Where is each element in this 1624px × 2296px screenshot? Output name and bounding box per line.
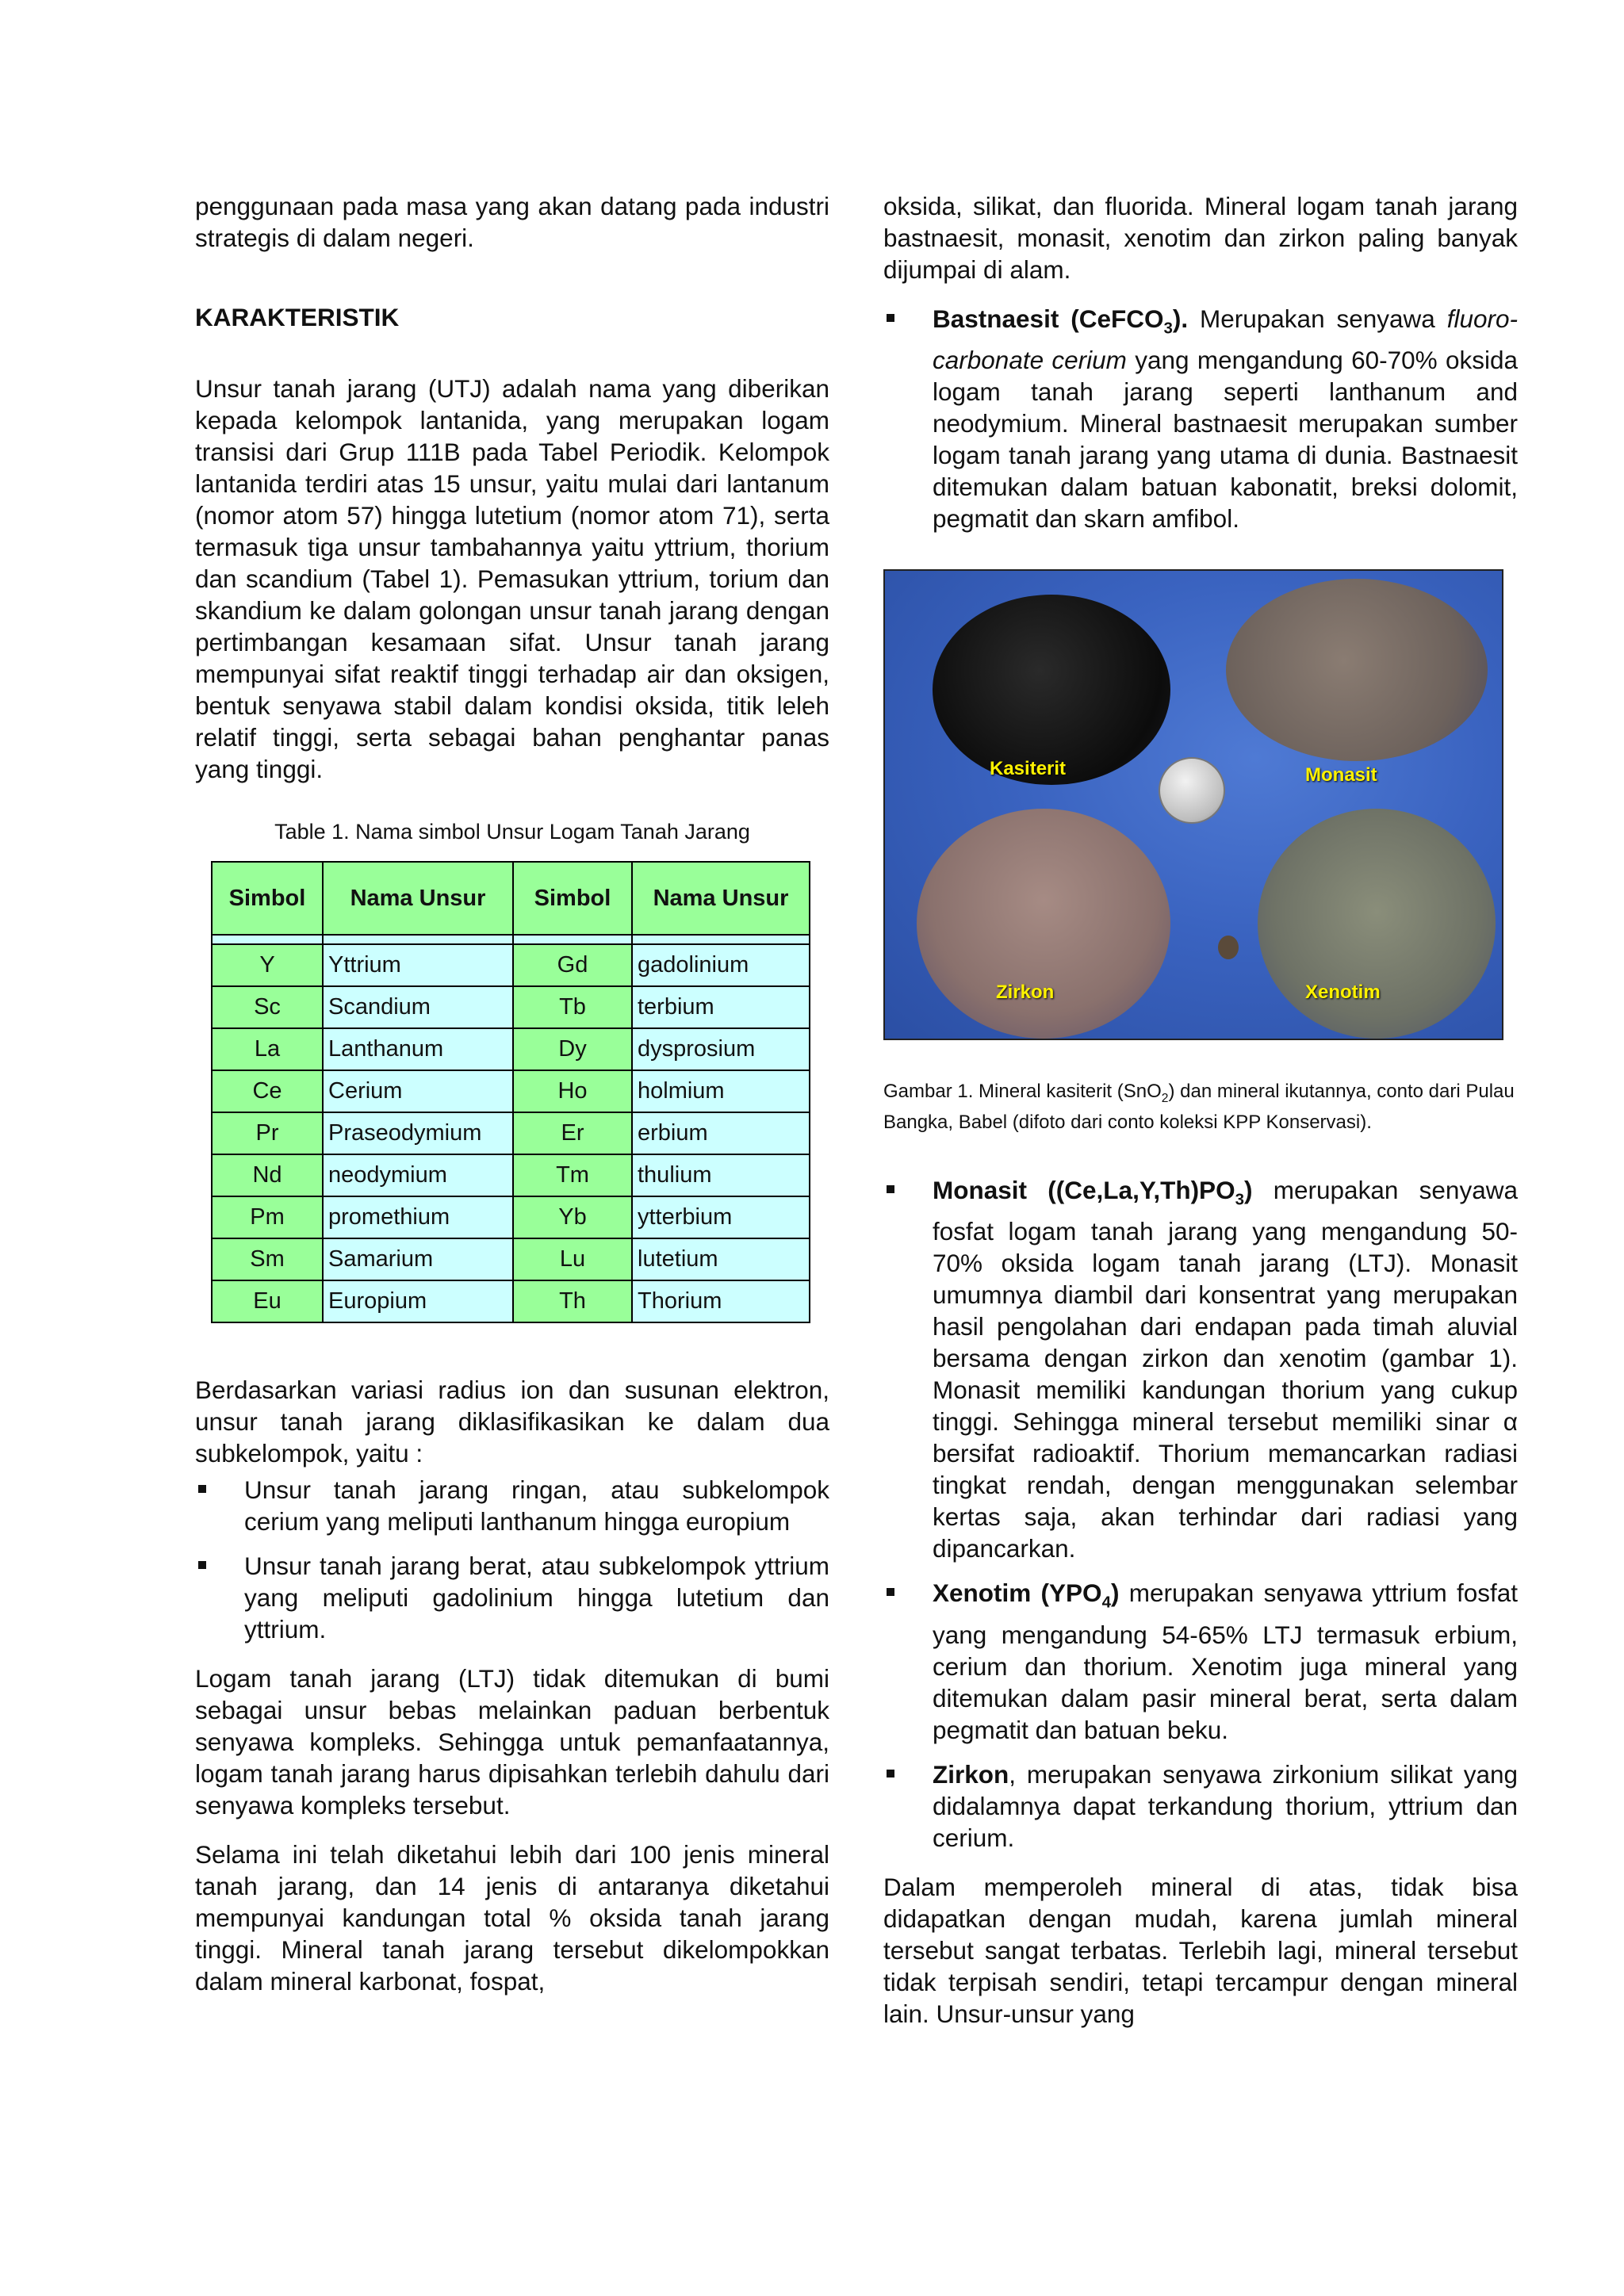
section-heading: KARAKTERISTIK	[195, 303, 400, 331]
element-name-cell: dysprosium	[632, 1028, 810, 1070]
element-name-cell: lutetium	[632, 1238, 810, 1280]
symbol-cell: Gd	[513, 944, 632, 986]
spacer-cell	[212, 935, 323, 944]
symbol-cell: Tb	[513, 986, 632, 1028]
element-name-cell: Cerium	[323, 1070, 513, 1112]
intro-paragraph: penggunaan pada masa yang akan datang pada industri strategis di dalam negeri.	[195, 192, 829, 252]
photo-label: Kasiterit	[990, 758, 1067, 780]
symbol-cell: Lu	[513, 1238, 632, 1280]
symbol-cell: Tm	[513, 1154, 632, 1196]
list-item-monasit: Monasit $((Ce,La,Y,Th)PO_3)$ merupakan senyawa fosfat logam tanah jarang yang mengandung 50-70% oksida logam tanah jarang (LTJ). Monasit umumnya diambil dari konsentrat yang merupakan hasil pengolahan dari endapan pada timah aluvial bersama dengan zirkon dan xenotim (gambar 1). Monasit memiliki kandungan thorium yang cukup tinggi. Sehingga mineral tersebut memiliki sinar α bersifat radioaktif. Thorium memancarkan radiasi tingkat rendah, dengan menggunakan selembar kertas saja, akan terhindar dari radiasi yang dipancarkan.	[883, 1174, 1518, 1564]
spacer-cell	[632, 935, 810, 944]
photo-label: Zirkon	[996, 982, 1055, 1004]
left-column	[195, 190, 829, 2015]
square-bullet-icon	[198, 1485, 206, 1493]
mineral-list-top	[883, 303, 1518, 534]
continued-paragraph: oksida, silikat, dan fluorida. Mineral logam tanah jarang bastnaesit, monasit, xenotim dan zirkon paling banyak dijumpai di alam.	[883, 192, 1518, 284]
monasit-pile	[1226, 579, 1488, 761]
element-name-cell: erbium	[632, 1112, 810, 1154]
element-name-cell: neodymium	[323, 1154, 513, 1196]
square-bullet-icon	[198, 1561, 206, 1569]
symbol-cell: Th	[513, 1280, 632, 1322]
table-spacer-row	[212, 935, 810, 944]
symbol-cell: Y	[212, 944, 323, 986]
symbol-cell: Er	[513, 1112, 632, 1154]
coin	[1159, 757, 1225, 824]
header-cell: Simbol	[212, 862, 323, 935]
ltj-paragraph: Logam tanah jarang (LTJ) tidak ditemukan di bumi sebagai unsur bebas melainkan paduan berbentuk senyawa kompleks. Sehingga untuk pemanfaatannya, logam tanah jarang harus dipisahkan terlebih dahulu dari senyawa kompleks tersebut.	[195, 1664, 829, 1820]
spacer-cell	[323, 935, 513, 944]
header-cell: Nama Unsur	[632, 862, 810, 935]
klasifikasi-paragraph: Berdasarkan variasi radius ion dan susunan elektron, unsur tanah jarang diklasifikasikan ke dalam dua subkelompok, yaitu :	[195, 1376, 829, 1468]
element-name-cell: thulium	[632, 1154, 810, 1196]
symbol-cell: Pr	[212, 1112, 323, 1154]
mineral-photo	[883, 569, 1503, 1040]
table-row	[212, 1196, 810, 1238]
square-bullet-icon	[887, 1770, 894, 1777]
symbol-cell: Sc	[212, 986, 323, 1028]
list-item-bastnaesit: Bastnaesit (CeFCO$_3$). Merupakan senyawa fluoro-carbonate cerium yang mengandung 60-70% oksida logam tanah jarang seperti lanthanum and neodymium. Mineral bastnaesit merupakan sumber logam tanah jarang yang utama di dunia. Bastnaesit ditemukan dalam batuan kabonatit, breksi dolomit, pegmatit dan skarn amfibol.	[883, 303, 1518, 534]
kasiterit-pile	[933, 595, 1170, 785]
table-row	[212, 1112, 810, 1154]
symbol-cell: Yb	[513, 1196, 632, 1238]
table-row	[212, 1238, 810, 1280]
symbol-cell: Nd	[212, 1154, 323, 1196]
list-item-xenotim: Xenotim $(YPO_4)$ merupakan senyawa yttrium fosfat yang mengandung 54-65% LTJ termasuk erbium, cerium dan thorium. Xenotim juga mineral yang ditemukan dalam pasir mineral berat, serta dalam pegmatit dan batuan beku.	[883, 1577, 1518, 1745]
element-name-cell: terbium	[632, 986, 810, 1028]
table-row	[212, 1028, 810, 1070]
element-name-cell: promethium	[323, 1196, 513, 1238]
table-row	[212, 986, 810, 1028]
symbol-cell: La	[212, 1028, 323, 1070]
element-name-cell: Samarium	[323, 1238, 513, 1280]
symbol-cell: Ce	[212, 1070, 323, 1112]
right-column	[883, 190, 1518, 2047]
table-row	[212, 1280, 810, 1322]
element-name-cell: Lanthanum	[323, 1028, 513, 1070]
zirkon-pile	[917, 809, 1170, 1039]
square-bullet-icon	[887, 1185, 894, 1193]
list-item-zirkon: Zirkon, merupakan senyawa zirkonium silikat yang didalamnya dapat terkandung thorium, yttrium dan cerium.	[883, 1758, 1518, 1854]
symbol-cell: Pm	[212, 1196, 323, 1238]
closing-paragraph: Dalam memperoleh mineral di atas, tidak bisa didapatkan dengan mudah, karena jumlah mineral tersebut sangat terbatas. Terlebih lagi, mineral tersebut tidak terpisah sendiri, tetapi tercampur dengan mineral lain. Unsur-unsur yang	[883, 1872, 1518, 2028]
mineral-paragraph: Selama ini telah diketahui lebih dari 100 jenis mineral tanah jarang, dan 14 jenis di antaranya diketahui mempunyai kandungan total % oksida tanah jarang tinggi. Mineral tanah jarang tersebut dikelompokkan dalam mineral karbonat, fospat,	[195, 1840, 829, 1996]
photo-label: Xenotim	[1305, 982, 1381, 1004]
element-name-cell: Scandium	[323, 986, 513, 1028]
table-row	[212, 1070, 810, 1112]
table-caption: Table 1. Nama simbol Unsur Logam Tanah Jarang	[274, 820, 750, 844]
symbol-cell: Eu	[212, 1280, 323, 1322]
figure-caption: Gambar 1. Mineral kasiterit (SnO$_2$) dan mineral ikutannya, conto dari Pulau Bangka, Babel (difoto dari conto koleksi KPP Konservasi).	[883, 1081, 1515, 1134]
photo-label: Monasit	[1305, 764, 1377, 786]
pebble	[1218, 936, 1239, 959]
square-bullet-icon	[887, 314, 894, 322]
header-cell: Nama Unsur	[323, 862, 513, 935]
spacer-cell	[513, 935, 632, 944]
table-row	[212, 1154, 810, 1196]
element-name-cell: Praseodymium	[323, 1112, 513, 1154]
element-name-cell: Yttrium	[323, 944, 513, 986]
xenotim-pile	[1258, 809, 1496, 1039]
table-header-row	[212, 862, 810, 935]
utj-paragraph: Unsur tanah jarang (UTJ) adalah nama yang diberikan kepada kelompok lantanida, yang merupakan logam transisi dari Grup 111B pada Tabel Periodik. Kelompok lantanida terdiri atas 15 unsur, yaitu mulai dari lantanum (nomor atom 57) hingga lutetium (nomor atom 71), serta termasuk tiga unsur tambahannya yaitu yttrium, thorium dan scandium (Tabel 1). Pemasukan yttrium, torium dan skandium ke dalam golongan unsur tanah jarang dengan pertimbangan kesamaan sifat. Unsur tanah jarang mempunyai sifat reaktif tinggi terhadap air dan oksigen, bentuk senyawa stabil dalam kondisi oksida, titik leleh relatif tinggi, serta sebagai bahan penghantar panas yang tinggi.	[195, 374, 829, 783]
element-name-cell: ytterbium	[632, 1196, 810, 1238]
header-cell: Simbol	[513, 862, 632, 935]
element-table	[211, 861, 810, 1323]
subgroup-list	[195, 1474, 829, 1645]
list-item: Unsur tanah jarang berat, atau subkelompok yttrium yang meliputi gadolinium hingga lutetium dan yttrium.	[195, 1550, 829, 1645]
square-bullet-icon	[887, 1588, 894, 1596]
list-item: Unsur tanah jarang ringan, atau subkelompok cerium yang meliputi lanthanum hingga europium	[195, 1474, 829, 1537]
element-name-cell: holmium	[632, 1070, 810, 1112]
symbol-cell: Ho	[513, 1070, 632, 1112]
symbol-cell: Sm	[212, 1238, 323, 1280]
symbol-cell: Dy	[513, 1028, 632, 1070]
element-name-cell: gadolinium	[632, 944, 810, 986]
element-name-cell: Europium	[323, 1280, 513, 1322]
element-name-cell: Thorium	[632, 1280, 810, 1322]
table-row	[212, 944, 810, 986]
mineral-list-bottom	[883, 1174, 1518, 1854]
